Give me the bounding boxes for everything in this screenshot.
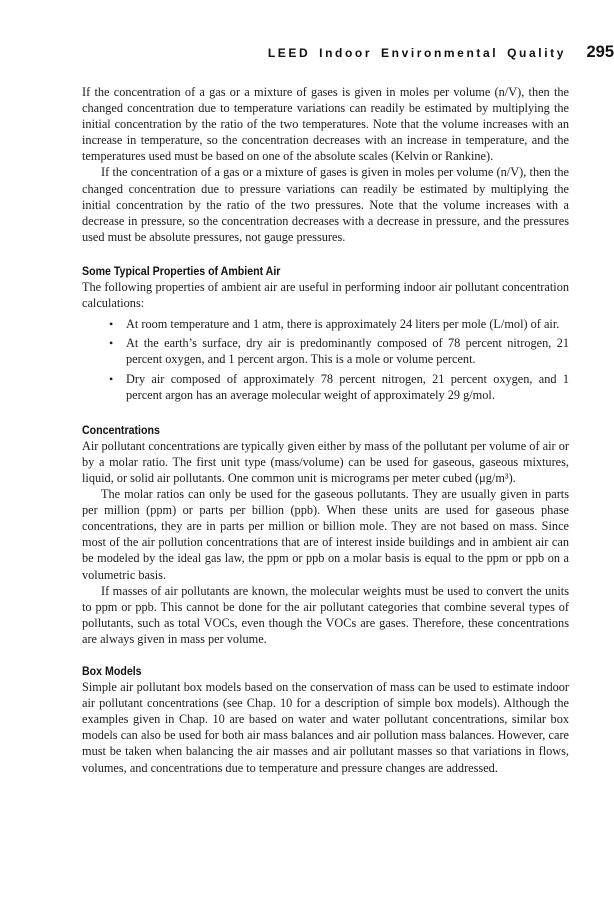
concentrations-paragraph-molar: The molar ratios can only be used for the gaseous pollutants. They are usually given in parts per million (ppm) or parts per billion (ppb). When these units are used for gaseous phase concentrations, they are in parts per million or billion mole. They are not based on mass. Since most of the air pollution concentrations that are of interest inside buildings and in ambient air can be modeled by the ideal gas law, the ppm or ppb on a molar basis is equal to the ppm or ppb on a volumetric basis. (82, 487, 569, 582)
bullet-text: Dry air composed of approximately 78 percent nitrogen, 21 percent oxygen, and 1 percent argon has an average molecular weight of approximately 29 g/mol. (126, 371, 569, 402)
intro-paragraph-temperature: If the concentration of a gas or a mixture of gases is given in moles per volume (n/V), then the changed concentration due to temperature variations can readily be estimated by multiplying the initial concentration by the ratio of the two temperatures. Note that the volume increases with an increase in temperature, so the concentration decreases with an increase in temperature, and the temperatures used must be based on one of the absolute scales (Kelvin or Rankine). (82, 85, 569, 164)
section-spacer (82, 647, 569, 663)
bullet-icon: • (109, 336, 114, 351)
section-heading-box-models: Box Models (82, 664, 142, 678)
ambient-air-bullet-list (82, 316, 569, 402)
section-heading-ambient-air: Some Typical Properties of Ambient Air (82, 263, 281, 278)
list-item (109, 316, 569, 332)
bullet-icon: • (109, 317, 114, 332)
running-header (0, 43, 614, 63)
section-spacer (82, 406, 569, 422)
box-models-paragraph: Simple air pollutant box models based on the conservation of mass can be used to estimate indoor air pollutant concentrations (see Chap. 10 for a description of simple box models). Although the examples given in Chap. 10 are based on water and water pollutant concentrations, similar box models can also be used for both air mass balances and air pollution mass balances. However, care must be taken when balancing the air masses and air pollutant masses so that variations in flows, volumes, and concentrations due to temperature and pressure changes are addressed. (82, 680, 569, 775)
section-heading-concentrations: Concentrations (82, 422, 160, 437)
bullet-text: At the earth’s surface, dry air is predominantly composed of 78 percent nitrogen, 21 percent oxygen, and 1 percent argon. This is a mole or volume percent. (126, 336, 569, 367)
page-number: 295 (586, 43, 614, 61)
concentrations-paragraph-units: Air pollutant concentrations are typically given either by mass of the pollutant per volume of air or by a molar ratio. The first unit type (mass/volume) can be used for gaseous, gaseous mixtures, liquid, or solid air pollutants. One common unit is micrograms per meter cubed (μg/m³). (82, 438, 569, 485)
body-text (82, 84, 569, 776)
list-item (109, 371, 569, 403)
concentrations-paragraph-masses: If masses of air pollutants are known, the molecular weights must be used to convert the units to ppm or ppb. This cannot be done for the air pollutant categories that combine several types of pollutants, such as total VOCs, even though the VOCs are gases. Therefore, these concentrations are always given in mass per volume. (82, 583, 569, 646)
running-title: LEED Indoor Environmental Quality (267, 46, 566, 60)
section-spacer (82, 245, 569, 263)
intro-paragraph-pressure: If the concentration of a gas or a mixture of gases is given in moles per volume (n/V), then the changed concentration due to pressure variations can readily be estimated by multiplying the initial concentration by the ratio of the two pressures. Note that the volume increases with a decrease in pressure, so the concentration decreases with a decrease in pressure, and the pressures used must be absolute pressures, not gauge pressures. (82, 165, 569, 244)
bullet-icon: • (109, 371, 114, 386)
bullet-text: At room temperature and 1 atm, there is approximately 24 liters per mole (L/mol) of air. (126, 317, 560, 332)
list-item (109, 335, 569, 367)
ambient-air-lead: The following properties of ambient air are useful in performing indoor air pollutant concentration calculations: (82, 280, 569, 311)
